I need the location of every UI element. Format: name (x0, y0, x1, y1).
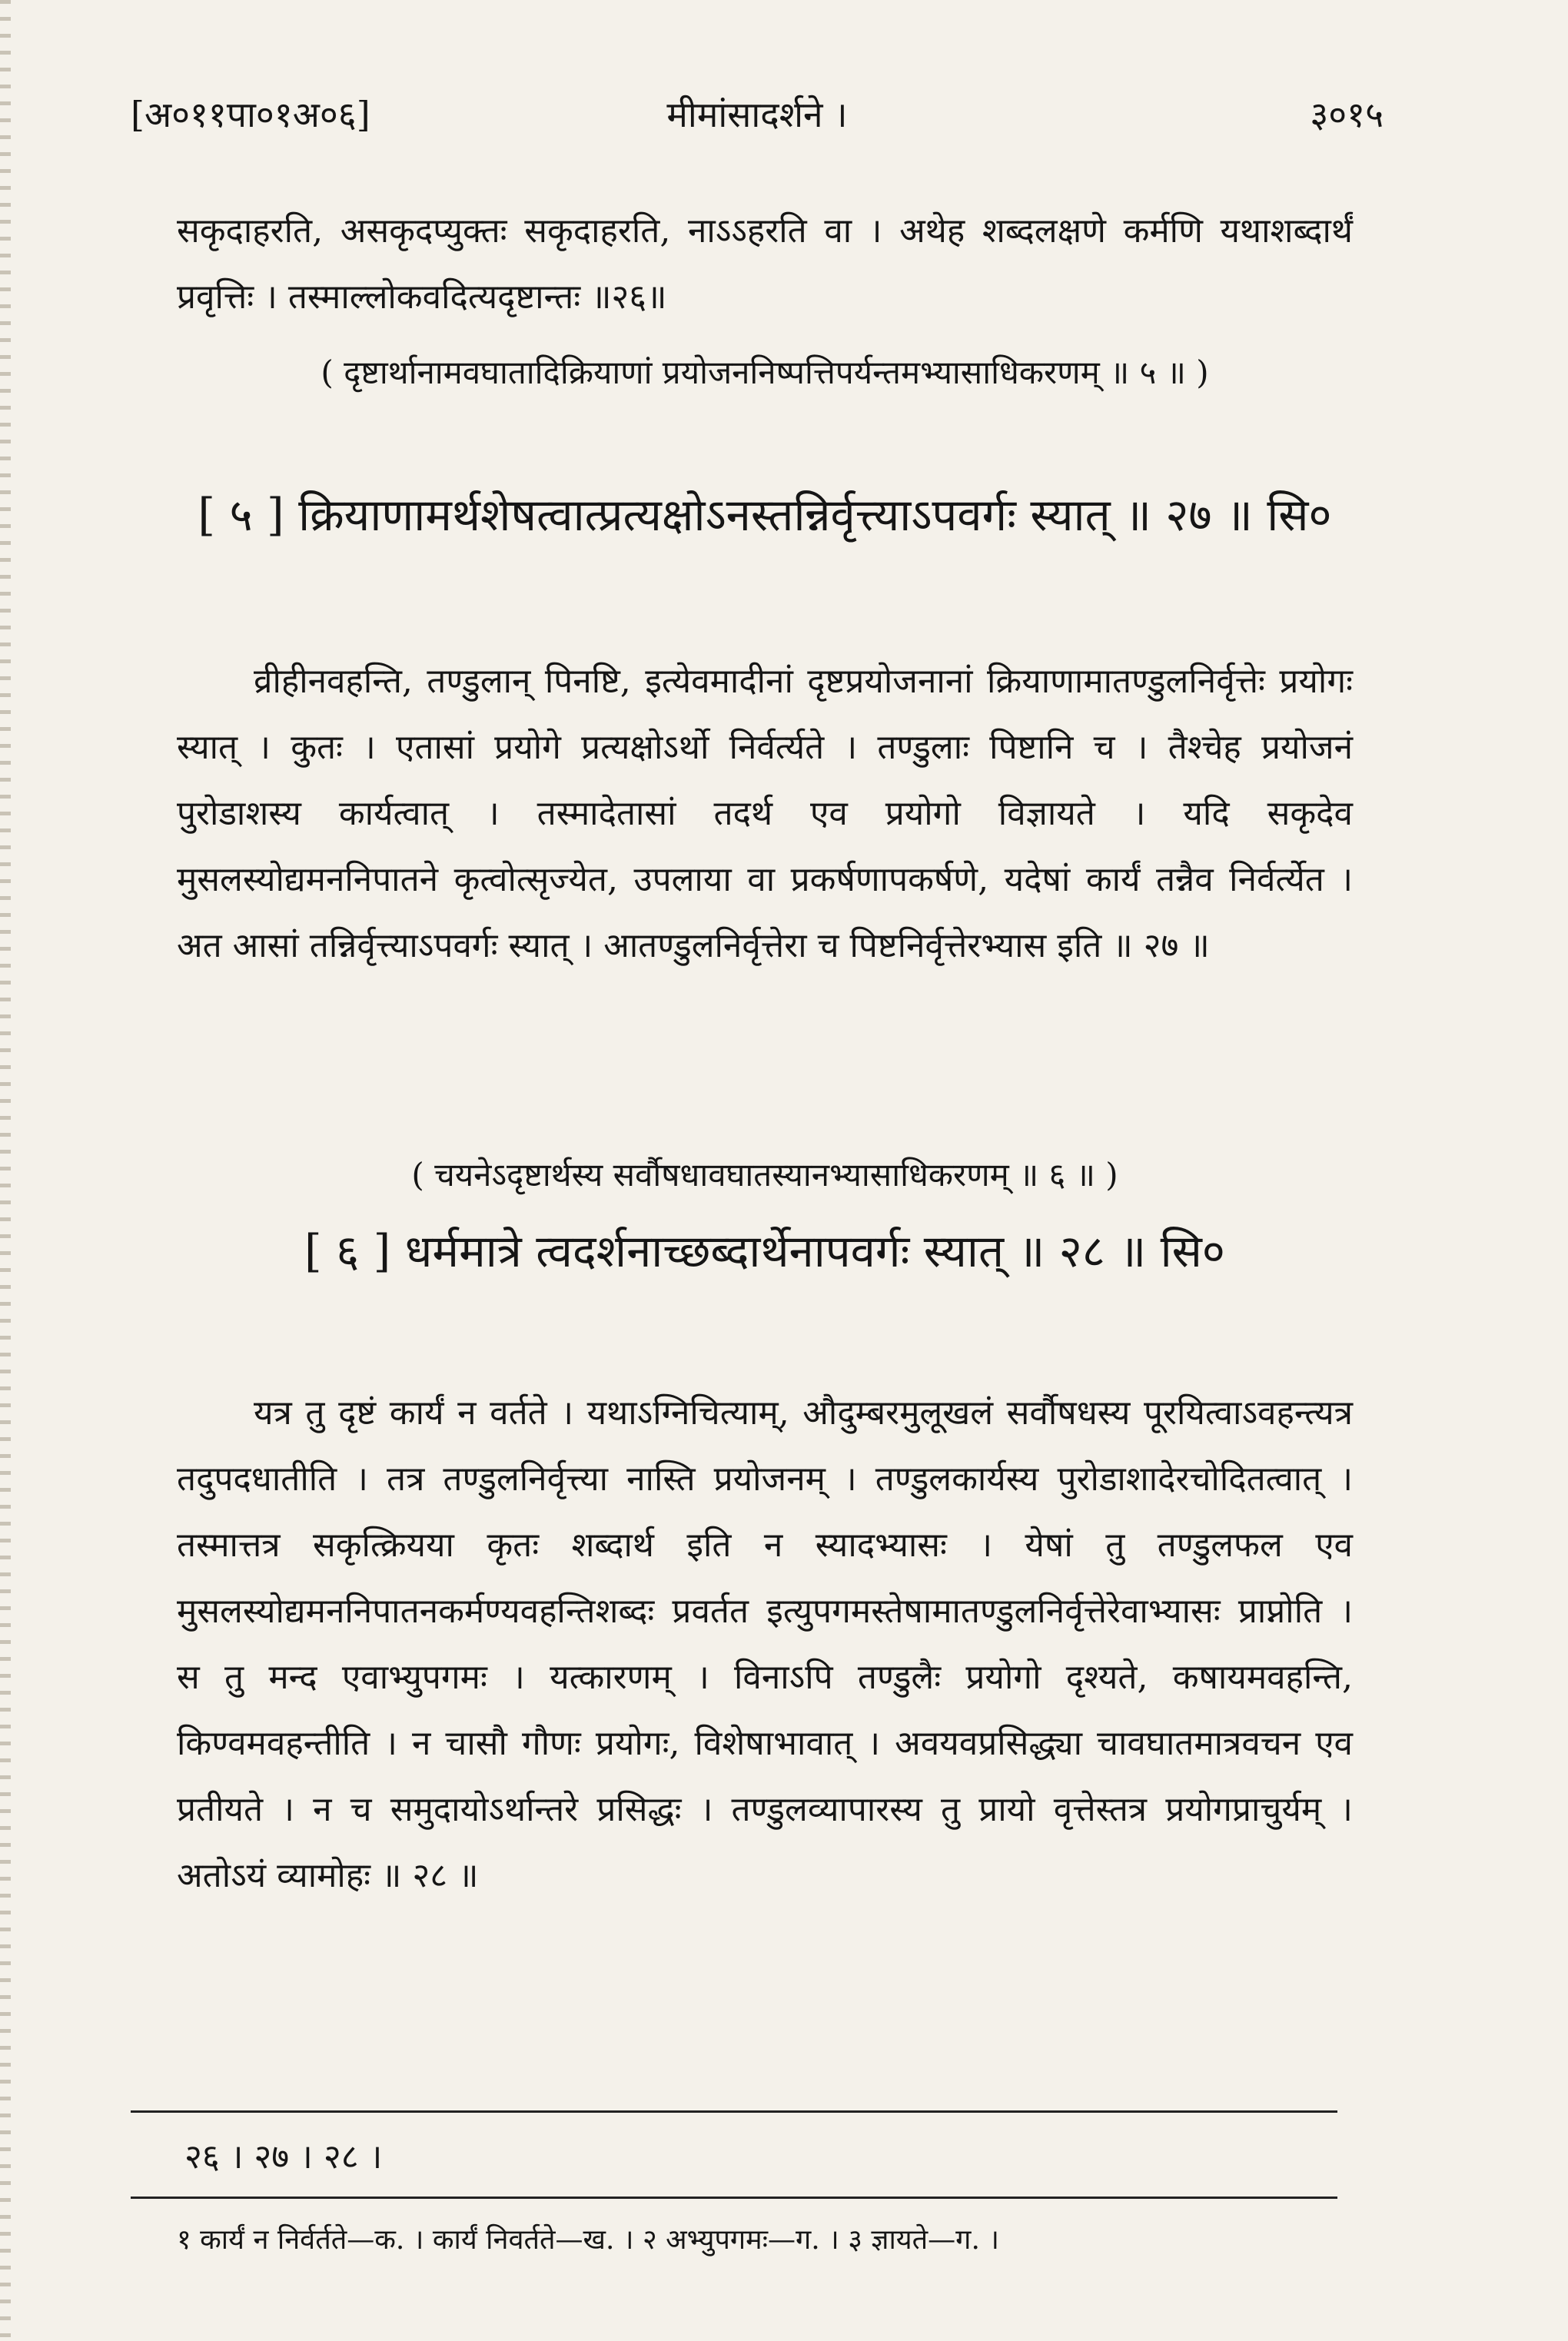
running-head (131, 83, 1384, 144)
page-edge-bleed (0, 0, 11, 2341)
commentary-paragraph-2: व्रीहीनवहन्ति, तण्डुलान् पिनष्टि, इत्येवमादीनां दृष्टप्रयोजनानां क्रियाणामातण्डुलनिर्वृत्तेः प्रयोगः स्यात् । कुतः । एतासां प्रयोगे प्रत्यक्षोऽर्थो निर्वर्त्यते । तण्डुलाः पिष्टानि च । तैश्चेह प्रयोजनं पुरोडाशस्य कार्यत्वात् । तस्मादेतासां तदर्थ एव प्रयोगो विज्ञायते । यदि सकृदेव मुसलस्योद्यमननिपातने कृत्वोत्सृज्येत, उपलाया वा प्रकर्षणापकर्षणे, यदेषां कार्यं तन्नैव निर्वर्त्येत । अत आसां तन्निर्वृत्त्याऽपवर्गः स्यात् । आतण्डुलनिर्वृत्तेरा च पिष्टनिर्वृत्तेरभ्यास इति ॥ २७ ॥ (177, 662, 1353, 965)
footer-rule-bottom (131, 2197, 1337, 2199)
sutra-27: [ ५ ] क्रियाणामर्थशेषत्वात्प्रत्यक्षोऽनस्तन्निर्वृत्त्याऽपवर्गः स्यात् ॥ २७ ॥ सि० (198, 489, 1332, 541)
sutra-reference-numbers: २६ । २७ । २८ । (184, 2137, 383, 2177)
commentary-paragraph-1: सकृदाहरति, असकृदप्युक्तः सकृदाहरति, नाऽऽहरति वा । अथेह शब्दलक्षणे कर्मणि यथाशब्दार्थं प्रवृत्तिः । तस्माल्लोकवदित्यदृष्टान्तः ॥२६॥ (177, 211, 1353, 317)
footer-rule-top (131, 2110, 1337, 2113)
page-number: ३०१५ (1310, 94, 1384, 135)
adhikarana-heading-5: ( दृष्टार्थानामवघातादिक्रियाणां प्रयोजननिष्पत्तिपर्यन्तमभ्यासाधिकरणम् ॥ ५ ॥ ) (321, 354, 1209, 391)
header-title: मीमांसादर्शने । (666, 94, 848, 135)
sutra-28: [ ६ ] धर्ममात्रे त्वदर्शनाच्छब्दार्थेनापवर्गः स्यात् ॥ २८ ॥ सि० (304, 1225, 1225, 1277)
commentary-paragraph-3: यत्र तु दृष्टं कार्यं न वर्तते । यथाऽग्निचित्याम्, औदुम्बरमुलूखलं सर्वौषधस्य पूरयित्वाऽवहन्त्यत्र तदुपदधातीति । तत्र तण्डुलनिर्वृत्त्या नास्ति प्रयोजनम् । तण्डुलकार्यस्य पुरोडाशादेरचोदितत्वात् । तस्मात्तत्र सकृत्क्रियया कृतः शब्दार्थ इति न स्यादभ्यासः । येषां तु तण्डुलफल एव मुसलस्योद्यमननिपातनकर्मण्यवहन्तिशब्दः प्रवर्तत इत्युपगमस्तेषामातण्डुलनिर्वृत्तेरेवाभ्यासः प्राप्नोति । स तु मन्द एवाभ्युपगमः । यत्कारणम् । विनाऽपि तण्डुलैः प्रयोगो दृश्यते, कषायमवहन्ति, किण्वमवहन्तीति । न चासौ गौणः प्रयोगः, विशेषाभावात् । अवयवप्रसिद्ध्या चावघातमात्रवचन एव प्रतीयते । न च समुदायोऽर्थान्तरे प्रसिद्धः । तण्डुलव्यापारस्य तु प्रायो वृत्तेस्तत्र प्रयोगप्राचुर्यम् । अतोऽयं व्यामोहः ॥ २८ ॥ (177, 1393, 1353, 1895)
adhikarana-heading-6: ( चयनेऽदृष्टार्थस्य सर्वौषधावघातस्यानभ्यासाधिकरणम् ॥ ६ ॥ ) (411, 1156, 1118, 1194)
header-chapter-ref: [अ०११पा०१अ०६] (131, 94, 370, 135)
footnotes: १ कार्यं न निर्वर्तते—क. । कार्यं निवर्तते—ख. । २ अभ्युपगमः—ग. । ३ ज्ञायते—ग. । (177, 2224, 999, 2256)
